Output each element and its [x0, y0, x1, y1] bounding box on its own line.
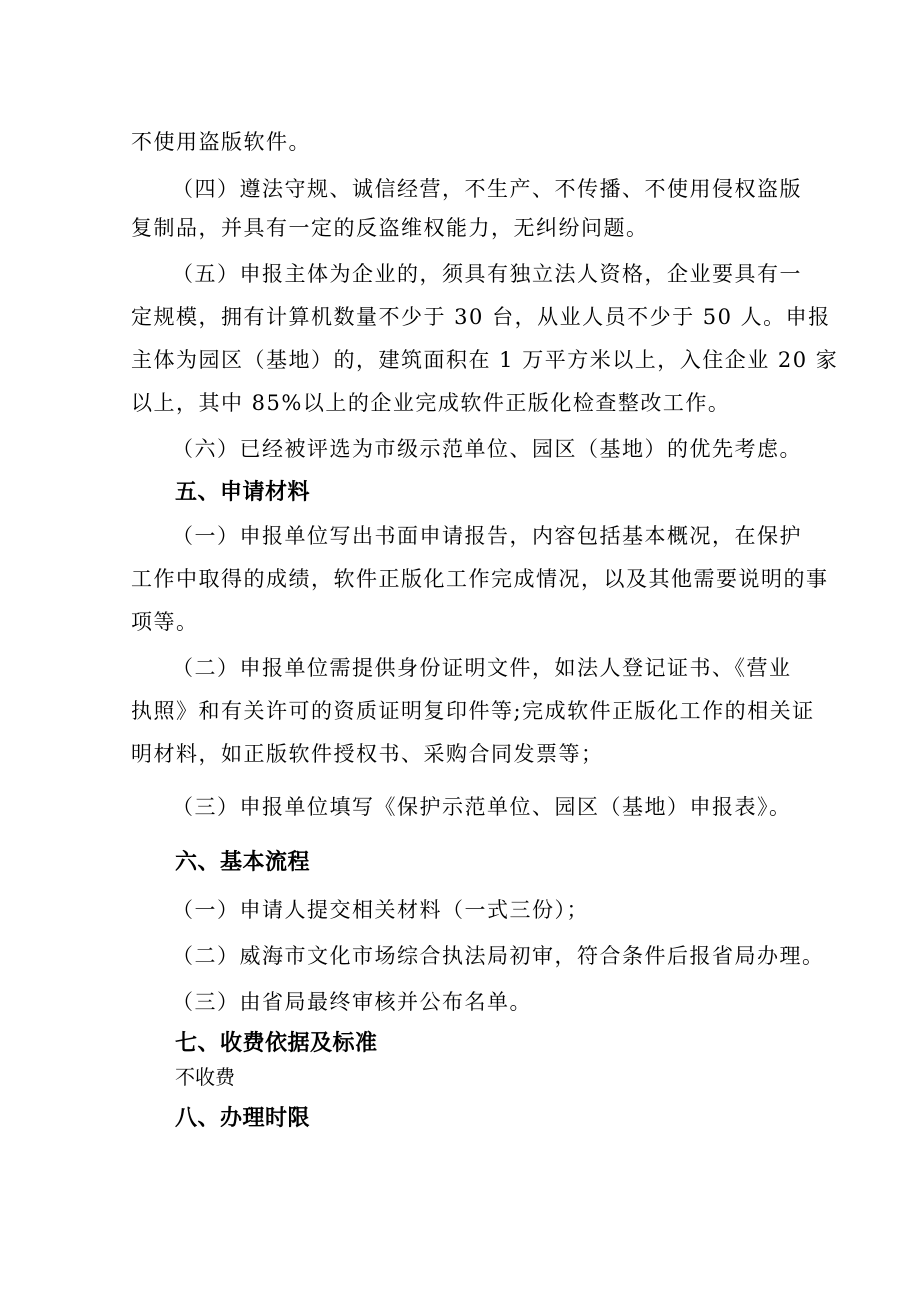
paragraph-line: （六）已经被评选为市级示范单位、园区（基地）的优先考虑。 [172, 437, 802, 461]
paragraph-line: 主体为园区（基地）的，建筑面积在 1 万平方米以上，入住企业 20 家 [131, 348, 839, 372]
paragraph-line: 工作中取得的成绩，软件正版化工作完成情况，以及其他需要说明的事 [131, 567, 829, 591]
paragraph-line: 不使用盗版软件。 [131, 130, 311, 154]
paragraph-line: （一）申报单位写出书面申请报告，内容包括基本概况，在保护 [172, 524, 802, 548]
paragraph-line: 项等。 [131, 610, 199, 634]
paragraph-line: （二）申报单位需提供身份证明文件，如法人登记证书、《营业 [172, 656, 792, 680]
section-heading: 八、办理时限 [175, 1106, 311, 1131]
paragraph-line: （五）申报主体为企业的，须具有独立法人资格，企业要具有一 [172, 262, 802, 286]
paragraph-line: 以上，其中 85%以上的企业完成软件正版化检查整改工作。 [131, 391, 731, 415]
paragraph-line: 明材料，如正版软件授权书、采购合同发票等； [131, 742, 604, 766]
paragraph-line: （四）遵法守规、诚信经营，不生产、不传播、不使用侵权盗版 [172, 177, 802, 201]
paragraph-line: 定规模，拥有计算机数量不少于 30 台，从业人员不少于 50 人。申报 [131, 305, 831, 329]
section-heading: 五、申请材料 [175, 480, 311, 505]
section-heading: 七、收费依据及标准 [175, 1031, 378, 1056]
paragraph-line: 执照》和有关许可的资质证明复印件等;完成软件正版化工作的相关证 [131, 699, 815, 723]
fee-text: 不收费 [175, 1065, 235, 1089]
paragraph-line: （三）申报单位填写《保护示范单位、园区（基地）申报表》。 [172, 795, 792, 819]
paragraph-line: 复制品，并具有一定的反盗维权能力，无纠纷问题。 [131, 216, 649, 240]
list-item: （二）威海市文化市场综合执法局初审，符合条件后报省局办理。 [172, 944, 825, 968]
list-item: （三）由省局最终审核并公布名单。 [172, 990, 532, 1014]
section-heading: 六、基本流程 [175, 850, 311, 875]
list-item: （一）申请人提交相关材料（一式三份）； [172, 898, 589, 922]
